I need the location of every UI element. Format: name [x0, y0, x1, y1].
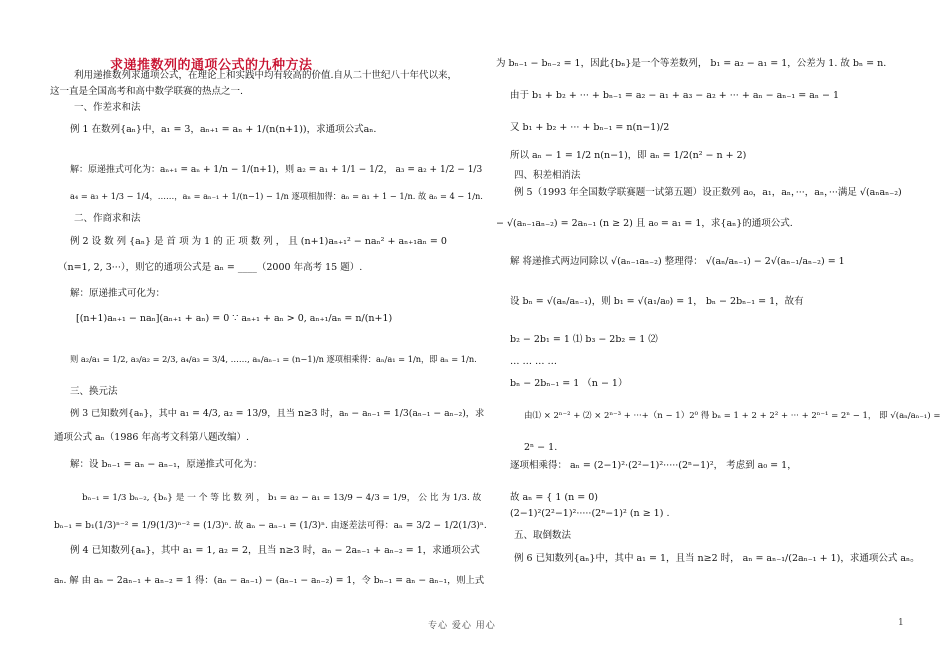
section-heading-4: 四、积差相消法 — [514, 170, 581, 181]
example-2: 例 2 设 数 列 {aₙ} 是 首 项 为 1 的 正 项 数 列 ， 且 (n+1)aₙ₊₁² − naₙ² + aₙ₊₁aₙ = 0 — [70, 236, 447, 247]
solution-2-line-2: [(n+1)aₙ₊₁ − naₙ](aₙ₊₁ + aₙ) = 0 ∵ aₙ₊₁ + aₙ > 0, aₙ₊₁/aₙ = n/(n+1) — [76, 313, 393, 324]
section-heading-2: 二、作商求和法 — [74, 213, 141, 224]
page-footer: 专心 爱心 用心 — [428, 621, 496, 631]
solution-1-line-2: a₄ = a₃ + 1/3 − 1/4，……，aₙ = aₙ₋₁ + 1/(n−1) − 1/n 逐项相加得：aₙ = a₁ + 1 − 1/n. 故 aₙ = 4 − 1/n. — [70, 191, 483, 201]
solution-2-line-1: 解：原递推式可化为： — [70, 288, 166, 299]
section-heading-3: 三、换元法 — [70, 386, 118, 397]
solution-5-line-8: 逐项相乘得： aₙ = (2−1)²·(2²−1)²·····(2ⁿ−1)²， 考虑到 a₀ = 1， — [510, 460, 797, 471]
example-3-line-2: 通项公式 aₙ（1986 年高考文科第八题改编）. — [54, 432, 250, 443]
example-5: 例 5（1993 年全国数学联赛题一试第五题）设正数列 a₀，a₁，aₙ，···，aₙ，···满足 √(aₙaₙ₋₂) — [514, 187, 902, 198]
solution-3-line-2: bₙ₋₁ = 1/3 bₙ₋₂, {bₙ} 是 一 个 等 比 数 列 ， b₁ = a₂ − a₁ = 13/9 − 4/3 = 1/9， 公 比 为 1/3. 故 — [82, 493, 482, 503]
right-line-4: 所以 aₙ − 1 = 1/2 n(n−1)，即 aₙ = 1/2(n² − n + 2) — [510, 150, 747, 161]
solution-5-line-6: 由⑴ × 2ⁿ⁻² + ⑵ × 2ⁿ⁻³ + ···+（n − 1）2⁰ 得 bₙ = 1 + 2 + 2² + ··· + 2ⁿ⁻¹ = 2ⁿ − 1， 即 √(aₙ/aₙ₋₁) = — [524, 411, 941, 421]
section-heading-5: 五、取倒数法 — [514, 530, 572, 541]
intro-line-1: 利用递推数列求通项公式，在理论上和实践中均有较高的价值.自从二十世纪八十年代以来， — [74, 70, 458, 81]
solution-5-line-5: bₙ − 2bₙ₋₁ = 1 （n − 1） — [510, 378, 628, 389]
example-6: 例 6 已知数列{aₙ}中，其中 a₁ = 1，且当 n≥2 时， aₙ = aₙ₋₁/(2aₙ₋₁ + 1)，求通项公式 aₙ。 — [514, 553, 920, 564]
solution-1-line-1: 解：原递推式可化为：aₙ₊₁ = aₙ + 1/n − 1/(n+1)，则 a₂ = a₁ + 1/1 − 1/2， a₃ = a₂ + 1/2 − 1/3 — [70, 165, 483, 175]
right-line-1: 为 bₙ₋₁ − bₙ₋₂ = 1，因此{bₙ}是一个等差数列， b₁ = a₂ − a₁ = 1，公差为 1. 故 bₙ = n. — [496, 58, 887, 69]
example-1: 例 1 在数列{aₙ}中，a₁ = 3，aₙ₊₁ = aₙ + 1/(n(n+1))，求通项公式aₙ. — [70, 124, 377, 135]
solution-5-line-2: 设 bₙ = √(aₙ/aₙ₋₁)，则 b₁ = √(a₁/a₀) = 1， bₙ − 2bₙ₋₁ = 1，故有 — [510, 296, 804, 307]
solution-5-line-10: (2−1)²(2²−1)²·····(2ⁿ−1)² (n ≥ 1) . — [510, 508, 670, 519]
solution-5-line-7: 2ⁿ − 1. — [524, 442, 558, 453]
example-4: 例 4 已知数列{aₙ}，其中 a₁ = 1, a₂ = 2，且当 n≥3 时，aₙ − 2aₙ₋₁ + aₙ₋₂ = 1，求通项公式 — [70, 545, 480, 556]
example-3: 例 3 已知数列{aₙ}，其中 a₁ = 4/3, a₂ = 13/9，且当 n≥3 时，aₙ − aₙ₋₁ = 1/3(aₙ₋₁ − aₙ₋₂)，求 — [70, 408, 485, 419]
solution-5-line-4: … … … … — [510, 356, 558, 367]
solution-5-line-9: 故 aₙ = { 1 (n = 0) — [510, 492, 598, 503]
solution-2-line-3: 则 a₂/a₁ = 1/2, a₃/a₂ = 2/3, a₄/a₃ = 3/4, ……, aₙ/aₙ₋₁ = (n−1)/n 逐项相乘得：aₙ/a₁ = 1/n，即 aₙ = 1/n. — [70, 354, 477, 364]
right-line-2: 由于 b₁ + b₂ + ··· + bₙ₋₁ = a₂ − a₁ + a₃ − a₂ + ··· + aₙ − aₙ₋₁ = aₙ − 1 — [510, 90, 840, 101]
section-heading-1: 一、作差求和法 — [74, 102, 141, 113]
solution-5-line-3: b₂ − 2b₁ = 1 ⑴ b₃ − 2b₂ = 1 ⑵ — [510, 334, 658, 345]
intro-line-2: 这一直是全国高考和高中数学联赛的热点之一. — [50, 86, 244, 97]
example-2-line-2: （n=1, 2, 3···），则它的通项公式是 aₙ = ____（2000 年高考 15 题）. — [58, 262, 363, 273]
document-title: 求递推数列的通项公式的九种方法 — [110, 58, 313, 73]
example-4-line-2: aₙ. 解 由 aₙ − 2aₙ₋₁ + aₙ₋₂ = 1 得：(aₙ − aₙ₋₁) − (aₙ₋₁ − aₙ₋₂) = 1，令 bₙ₋₁ = aₙ − aₙ₋₁，则上式 — [54, 575, 485, 586]
solution-3-line-3: bₙ₋₁ = b₁(1/3)ⁿ⁻² = 1/9(1/3)ⁿ⁻² = (1/3)ⁿ. 故 aₙ − aₙ₋₁ = (1/3)ⁿ. 由逐差法可得：aₙ = 3/2 − 1/2(1/3)ⁿ. — [54, 521, 487, 531]
solution-3-line-1: 解：设 bₙ₋₁ = aₙ − aₙ₋₁，原递推式可化为： — [70, 459, 263, 470]
right-line-3: 又 b₁ + b₂ + ··· + bₙ₋₁ = n(n−1)/2 — [510, 122, 670, 133]
solution-5-line-1: 解 将递推式两边同除以 √(aₙ₋₁aₙ₋₂) 整理得： √(aₙ/aₙ₋₁) − 2√(aₙ₋₁/aₙ₋₂) = 1 — [510, 256, 845, 267]
example-5-line-2: − √(aₙ₋₁aₙ₋₂) = 2aₙ₋₁ (n ≥ 2) 且 a₀ = a₁ = 1，求{aₙ}的通项公式. — [496, 218, 793, 229]
page-number: 1 — [898, 618, 904, 628]
